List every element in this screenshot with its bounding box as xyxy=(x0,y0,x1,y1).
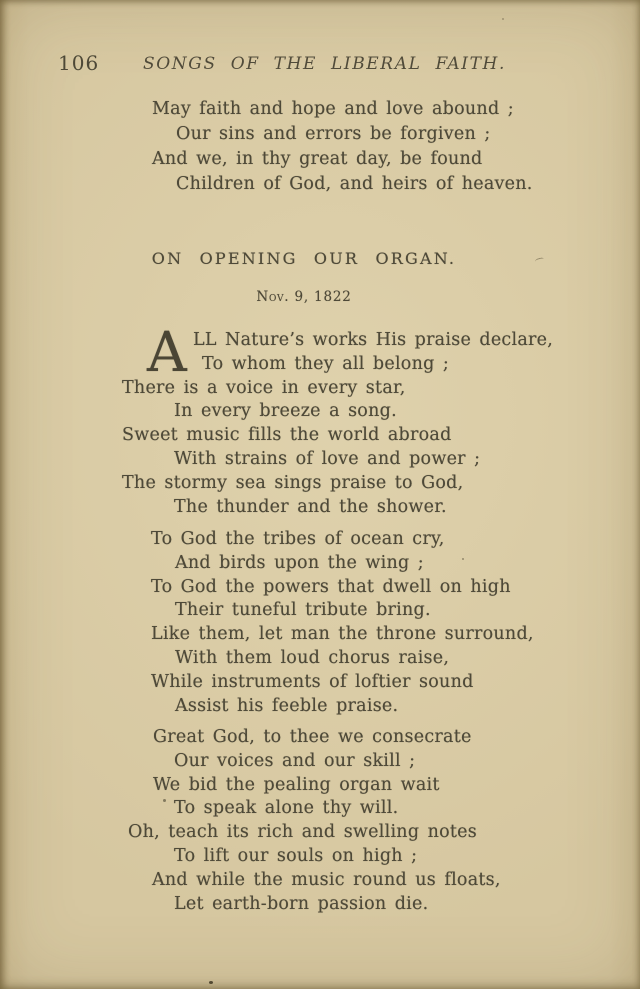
poem-line: To whom they all belong ; xyxy=(202,353,450,374)
poem-line: Our voices and our skill ; xyxy=(174,750,416,771)
poem-line: Their tuneful tribute bring. xyxy=(175,600,431,621)
poem-line: LL Nature’s works His praise declare, xyxy=(193,330,554,350)
poem-line: To speak alone thy will. xyxy=(174,798,399,819)
hymn-stanza-3 xyxy=(0,726,640,916)
poem-line: To God the powers that dwell on high xyxy=(151,576,511,597)
drop-cap: A xyxy=(147,320,187,384)
poem-line: Like them, let man the throne surround, xyxy=(151,624,534,645)
poem-line: And we, in thy great day, be found xyxy=(152,148,483,169)
hymn-stanza-1 xyxy=(0,320,640,519)
poem-line: Sweet music fills the world abroad xyxy=(122,425,452,446)
poem-line: Oh, teach its rich and swelling notes xyxy=(128,822,478,843)
poem-line: Assist his feeble praise. xyxy=(175,695,399,716)
paper-speck xyxy=(209,981,213,984)
poem-line: In every breeze a song. xyxy=(174,401,397,422)
hymn-stanza-2 xyxy=(0,528,640,718)
poem-line: While instruments of loftier sound xyxy=(151,671,474,692)
poem-line: May faith and hope and love abound ; xyxy=(152,99,514,119)
page-number: 106 xyxy=(58,51,100,75)
poem-line: With strains of love and power ; xyxy=(174,448,481,469)
poem-line: Let earth-born passion die. xyxy=(174,893,429,914)
poem-line: Great God, to thee we consecrate xyxy=(153,727,472,747)
running-title: SONGS OF THE LIBERAL FAITH. xyxy=(143,54,506,74)
previous-hymn-ending xyxy=(0,97,640,197)
poem-line: The thunder and the shower. xyxy=(174,496,447,517)
poem-line: And birds upon the wing ; xyxy=(175,552,424,573)
poem-line: And while the music round us floats, xyxy=(152,869,501,890)
poem-line: The stormy sea sings praise to God, xyxy=(122,472,464,493)
poem-line: We bid the pealing organ wait xyxy=(153,774,440,795)
poem-line: Children of God, and heirs of heaven. xyxy=(176,173,533,194)
poem-line: There is a voice in every star, xyxy=(122,377,406,398)
hymn-title: ON OPENING OUR ORGAN. xyxy=(151,249,457,268)
poem-line: To God the tribes of ocean cry, xyxy=(151,529,445,549)
hymn-date: Nov. 9, 1822 xyxy=(256,289,352,305)
paper-speck xyxy=(502,18,504,20)
poem-line: Our sins and errors be forgiven ; xyxy=(176,123,491,144)
poem-line: With them loud chorus raise, xyxy=(175,647,450,668)
poem-line: To lift our souls on high ; xyxy=(174,845,418,866)
